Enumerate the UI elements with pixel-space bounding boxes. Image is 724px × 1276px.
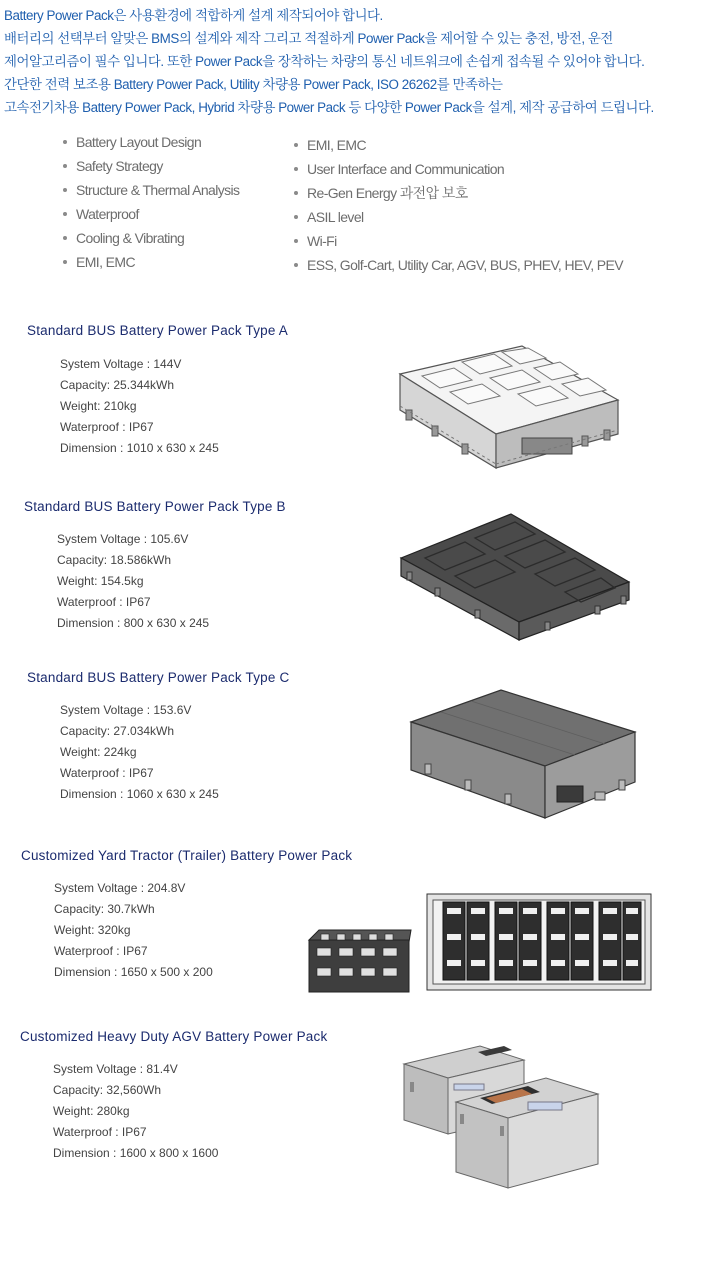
feature-item: Battery Layout Design [62, 130, 239, 154]
spec-line: Dimension : 1010 x 630 x 245 [60, 441, 219, 455]
spec-line: Capacity: 25.344kWh [60, 378, 175, 392]
feature-item: Safety Strategy [62, 154, 239, 178]
intro-line: 고속전기차용 Battery Power Pack, Hybrid 차량용 Power Pack 등 다양한 Power Pack을 설계, 제작 공급하여 드립니다. [4, 100, 654, 115]
product-title: Standard BUS Battery Power Pack Type C [27, 670, 290, 685]
feature-item: Structure & Thermal Analysis [62, 178, 239, 202]
feature-list-left [62, 130, 239, 274]
spec-line: Capacity: 30.7kWh [54, 902, 155, 916]
feature-list-right [293, 133, 623, 277]
spec-line: System Voltage : 81.4V [53, 1062, 178, 1076]
spec-line: Waterproof : IP67 [53, 1125, 147, 1139]
agv-battery-boxes-icon [400, 1042, 626, 1192]
intro-text [4, 4, 720, 119]
spec-line: Weight: 154.5kg [57, 574, 144, 588]
spec-line: Dimension : 1060 x 630 x 245 [60, 787, 219, 801]
feature-item: Waterproof [62, 202, 239, 226]
spec-line: Capacity: 18.586kWh [57, 553, 172, 567]
feature-item: Cooling & Vibrating [62, 226, 239, 250]
feature-item: User Interface and Communication [293, 157, 623, 181]
spec-line: Capacity: 27.034kWh [60, 724, 175, 738]
intro-line: 간단한 전력 보조용 Battery Power Pack, Utility 차량용 Power Pack, ISO 26262를 만족하는 [4, 77, 503, 92]
spec-line: System Voltage : 105.6V [57, 532, 189, 546]
product-specs [57, 529, 209, 634]
intro-line: Battery Power Pack은 사용환경에 적합하게 설계 제작되어야 합니다. [4, 8, 383, 23]
yard-tractor-battery-modules-icon [305, 890, 655, 994]
spec-line: Waterproof : IP67 [60, 766, 154, 780]
product-title: Customized Yard Tractor (Trailer) Battery Power Pack [21, 848, 353, 863]
spec-line: Waterproof : IP67 [57, 595, 151, 609]
spec-line: Weight: 224kg [60, 745, 137, 759]
feature-item: Wi-Fi [293, 229, 623, 253]
feature-item: ESS, Golf-Cart, Utility Car, AGV, BUS, PHEV, HEV, PEV [293, 253, 623, 277]
product-specs [53, 1059, 218, 1164]
product-title: Customized Heavy Duty AGV Battery Power Pack [20, 1029, 328, 1044]
product-specs [60, 700, 219, 805]
intro-line: 배터리의 선택부터 알맞은 BMS의 설계와 제작 그리고 적절하게 Power Pack을 제어할 수 있는 충전, 방전, 운전 [4, 31, 613, 46]
product-title: Standard BUS Battery Power Pack Type B [24, 499, 286, 514]
battery-pack-type-b-icon [395, 510, 635, 648]
spec-line: System Voltage : 204.8V [54, 881, 186, 895]
spec-line: Waterproof : IP67 [54, 944, 148, 958]
spec-line: Dimension : 800 x 630 x 245 [57, 616, 210, 630]
spec-line: Waterproof : IP67 [60, 420, 154, 434]
product-specs [54, 878, 213, 983]
battery-pack-type-c-icon [405, 688, 641, 828]
spec-line: Weight: 210kg [60, 399, 137, 413]
spec-line: System Voltage : 153.6V [60, 703, 192, 717]
feature-item: EMI, EMC [62, 250, 239, 274]
feature-item: ASIL level [293, 205, 623, 229]
spec-line: Weight: 320kg [54, 923, 131, 937]
product-title: Standard BUS Battery Power Pack Type A [27, 323, 288, 338]
spec-line: Capacity: 32,560Wh [53, 1083, 162, 1097]
spec-line: Weight: 280kg [53, 1104, 130, 1118]
feature-item: EMI, EMC [293, 133, 623, 157]
spec-line: Dimension : 1650 x 500 x 200 [54, 965, 213, 979]
intro-line: 제어알고리즘이 필수 입니다. 또한 Power Pack을 장착하는 차량의 통신 네트워크에 손쉽게 접속될 수 있어야 합니다. [4, 54, 645, 69]
feature-item: Re-Gen Energy 과전압 보호 [293, 181, 623, 205]
product-specs [60, 354, 219, 459]
spec-line: Dimension : 1600 x 800 x 1600 [53, 1146, 219, 1160]
battery-pack-type-a-icon [392, 340, 624, 490]
spec-line: System Voltage : 144V [60, 357, 182, 371]
